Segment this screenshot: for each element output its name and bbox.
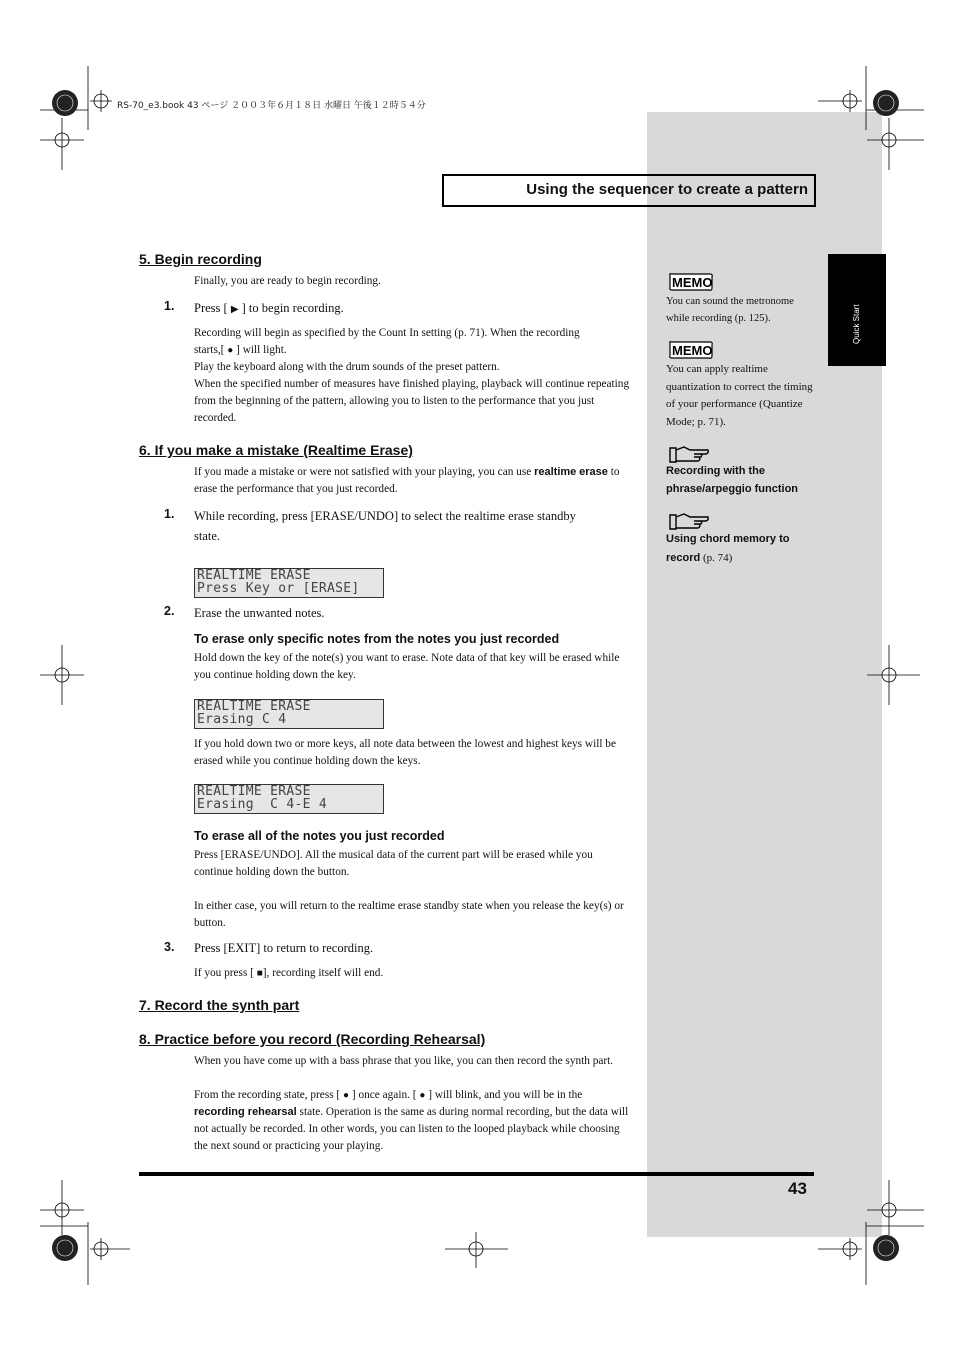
lcd1-line1: REALTIME ERASE bbox=[197, 568, 311, 583]
s6-subheading-specific: To erase only specific notes from the notes you just recorded bbox=[194, 632, 560, 646]
memo-note-1: You can sound the metronome while recording (p. 125). bbox=[666, 296, 794, 324]
s8-para2-e: state. Operation is the same as during normal recording, but the data will not actually be recorded. In other words, you can listen to the looped playback while choosing the next sound or practicing your playing. bbox=[194, 1106, 629, 1152]
s6-step2-number: 2. bbox=[164, 604, 175, 618]
s6-step3-text: Press [EXIT] to return to recording. bbox=[194, 941, 374, 955]
s5-para-a2 bbox=[194, 342, 287, 359]
rec-icon: ● bbox=[419, 1090, 426, 1101]
s6-intro-pre: If you made a mistake or were not satisfied with your playing, you can use bbox=[194, 466, 535, 478]
svg-text:MEMO: MEMO bbox=[672, 275, 713, 290]
s6-para-either: In either case, you will return to the realtime erase standby state when you release the key(s) or button. bbox=[194, 900, 624, 929]
s6-intro-post: to erase the performance that you just recorded. bbox=[194, 466, 620, 495]
s6-sub2-text: Press [ERASE/UNDO]. All the musical data of the current part will be erased while you continue holding down the button. bbox=[194, 849, 593, 878]
s6-intro-bold2: erase bbox=[579, 466, 608, 478]
section-tab-label: Quick Start bbox=[852, 304, 861, 344]
footer-rule bbox=[139, 1172, 814, 1176]
s6-stop-post: ], recording itself will end. bbox=[262, 967, 384, 979]
stop-icon: ■ bbox=[256, 968, 263, 979]
section-7-heading: 7. Record the synth part bbox=[139, 997, 300, 1013]
s6-step1-text: While recording, press [ERASE/UNDO] to select the realtime erase standby state. bbox=[194, 509, 576, 543]
s5-para-c: When the specified number of measures have finished playing, playback will continue repeating from the beginning of the pattern, allowing you to listen to the performance that you just recorded. bbox=[194, 378, 630, 424]
file-info: RS-70_e3.book 43 ページ ２００３年６月１８日 水曜日 午後１２時５４分 bbox=[117, 101, 426, 111]
s8-para1: When you have come up with a bass phrase that you like, you can then record the synth part. bbox=[194, 1055, 614, 1067]
lcd-display-erasing-single bbox=[194, 699, 384, 729]
section-5-heading: 5. Begin recording bbox=[139, 251, 262, 267]
ref-chord-memory-title: Using chord memory to record bbox=[666, 533, 790, 564]
rec-icon: ● bbox=[343, 1090, 350, 1101]
s5-step1 bbox=[194, 298, 344, 320]
s6-step1-number: 1. bbox=[164, 507, 175, 521]
s8-para2-a: From the recording state, press [ bbox=[194, 1089, 341, 1101]
s5-para-a1: Recording will begin as specified by the Count In setting (p. 71). When the recording bbox=[194, 327, 580, 339]
s5-step1-post: ] to begin recording. bbox=[241, 301, 344, 315]
lcd3-line1: REALTIME ERASE bbox=[197, 784, 311, 799]
s5-para-a2-post: ] will light. bbox=[236, 344, 287, 356]
s6-stop-pre: If you press [ bbox=[194, 967, 254, 979]
ref-recording-phrase: Recording with the phrase/arpeggio function bbox=[666, 465, 799, 495]
s6-step3-number: 3. bbox=[164, 940, 175, 954]
lcd1-line2: Press Key or [ERASE] bbox=[197, 581, 360, 596]
ref-chord-memory bbox=[666, 529, 826, 567]
s8-para2-bold: recording rehearsal bbox=[194, 1106, 297, 1118]
page-title: Using the sequencer to create a pattern bbox=[526, 181, 808, 198]
rec-icon: ● bbox=[227, 345, 234, 356]
s6-stop-note bbox=[194, 965, 383, 982]
lcd2-line2: Erasing C 4 bbox=[197, 712, 287, 727]
s8-para2-b: ] once again. [ bbox=[351, 1089, 417, 1101]
page-number: 43 bbox=[788, 1179, 807, 1198]
s6-subheading-all: To erase all of the notes you just recorded bbox=[194, 829, 445, 843]
s5-para-b: Play the keyboard along with the drum sounds of the preset pattern. bbox=[194, 361, 500, 373]
s6-intro-bold1: realtime bbox=[534, 466, 577, 478]
s5-step1-pre: Press [ bbox=[194, 301, 228, 315]
s6-para-keys: If you hold down two or more keys, all note data between the lowest and highest keys will be erased while you continue holding down the keys. bbox=[194, 738, 616, 767]
section-6-heading: 6. If you make a mistake (Realtime Erase) bbox=[139, 442, 413, 458]
svg-text:MEMO: MEMO bbox=[672, 343, 713, 358]
s5-para-a2-pre: starts,[ bbox=[194, 344, 225, 356]
section-8-heading: 8. Practice before you record (Recording Rehearsal) bbox=[139, 1031, 486, 1047]
memo-note-2: You can apply realtime quantization to correct the timing of your performance (Quantize Mode; p. 71). bbox=[666, 363, 813, 428]
s6-step2-text: Erase the unwanted notes. bbox=[194, 606, 325, 620]
lcd2-line1: REALTIME ERASE bbox=[197, 699, 311, 714]
s6-sub1-text: Hold down the key of the note(s) you want to erase. Note data of that key will be erased while you continue holding down the key. bbox=[194, 652, 620, 681]
s6-intro bbox=[194, 464, 630, 498]
s5-step1-number: 1. bbox=[164, 299, 175, 313]
section-5-intro: Finally, you are ready to begin recording. bbox=[194, 275, 381, 287]
lcd3-line2: Erasing C 4-E 4 bbox=[197, 797, 328, 812]
page-title-box bbox=[442, 174, 816, 207]
ref-chord-memory-page: (p. 74) bbox=[700, 552, 733, 564]
lcd-display-standby bbox=[194, 568, 384, 598]
lcd-display-erasing-range bbox=[194, 784, 384, 814]
s8-para2 bbox=[194, 1087, 630, 1155]
play-icon: ▶ bbox=[230, 304, 239, 315]
s8-para2-d: the bbox=[568, 1089, 583, 1101]
s8-para2-c: ] will blink, and you will be in bbox=[428, 1089, 566, 1101]
